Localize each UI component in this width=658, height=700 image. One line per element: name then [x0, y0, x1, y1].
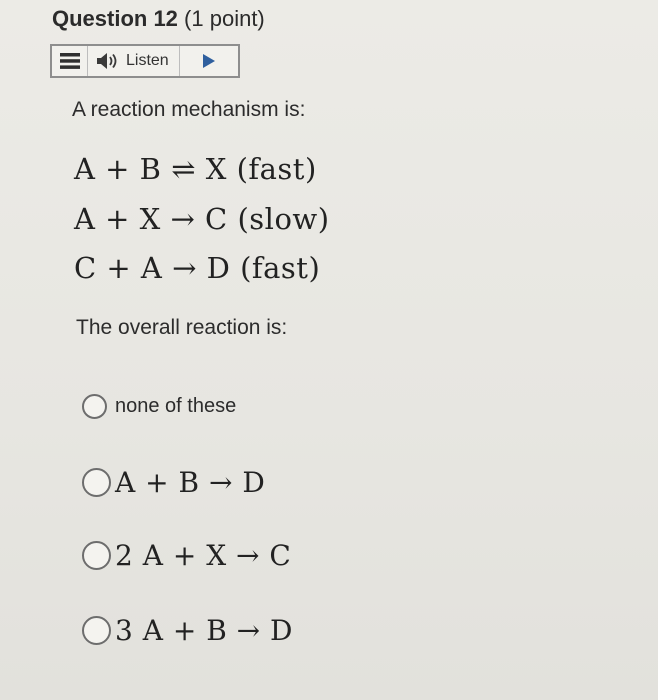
- mechanism-step-1: A + B ⇌ X (fast): [74, 152, 317, 186]
- question-prompt: The overall reaction is:: [76, 316, 288, 339]
- option-2a-plus-x-to-c[interactable]: [82, 539, 291, 572]
- radio-button[interactable]: [82, 541, 111, 570]
- menu-icon: [60, 53, 80, 69]
- listen-label: Listen: [126, 52, 169, 69]
- option-label: A + B → D: [115, 466, 266, 499]
- listen-toolbar: [50, 44, 240, 78]
- option-a-plus-b-to-d[interactable]: [82, 466, 265, 499]
- play-button[interactable]: [180, 46, 238, 76]
- mechanism-step-3: C + A → D (fast): [74, 251, 321, 285]
- option-label: none of these: [115, 395, 237, 417]
- option-label: 3 A + B → D: [115, 614, 293, 647]
- radio-button[interactable]: [82, 394, 107, 419]
- radio-button[interactable]: [82, 616, 111, 645]
- question-title: [52, 6, 265, 32]
- question-number: Question 12: [52, 6, 178, 31]
- speaker-icon: [96, 52, 120, 70]
- menu-button[interactable]: [52, 46, 88, 76]
- mechanism-step-2: A + X → C (slow): [74, 202, 330, 236]
- play-icon: [202, 53, 216, 69]
- option-none-of-these[interactable]: [82, 394, 236, 419]
- option-label: 2 A + X → C: [115, 539, 292, 572]
- radio-button[interactable]: [82, 468, 111, 497]
- question-points: (1 point): [184, 6, 265, 31]
- listen-button[interactable]: [88, 46, 180, 76]
- question-stem: A reaction mechanism is:: [72, 98, 306, 121]
- option-3a-plus-b-to-d[interactable]: [82, 614, 293, 647]
